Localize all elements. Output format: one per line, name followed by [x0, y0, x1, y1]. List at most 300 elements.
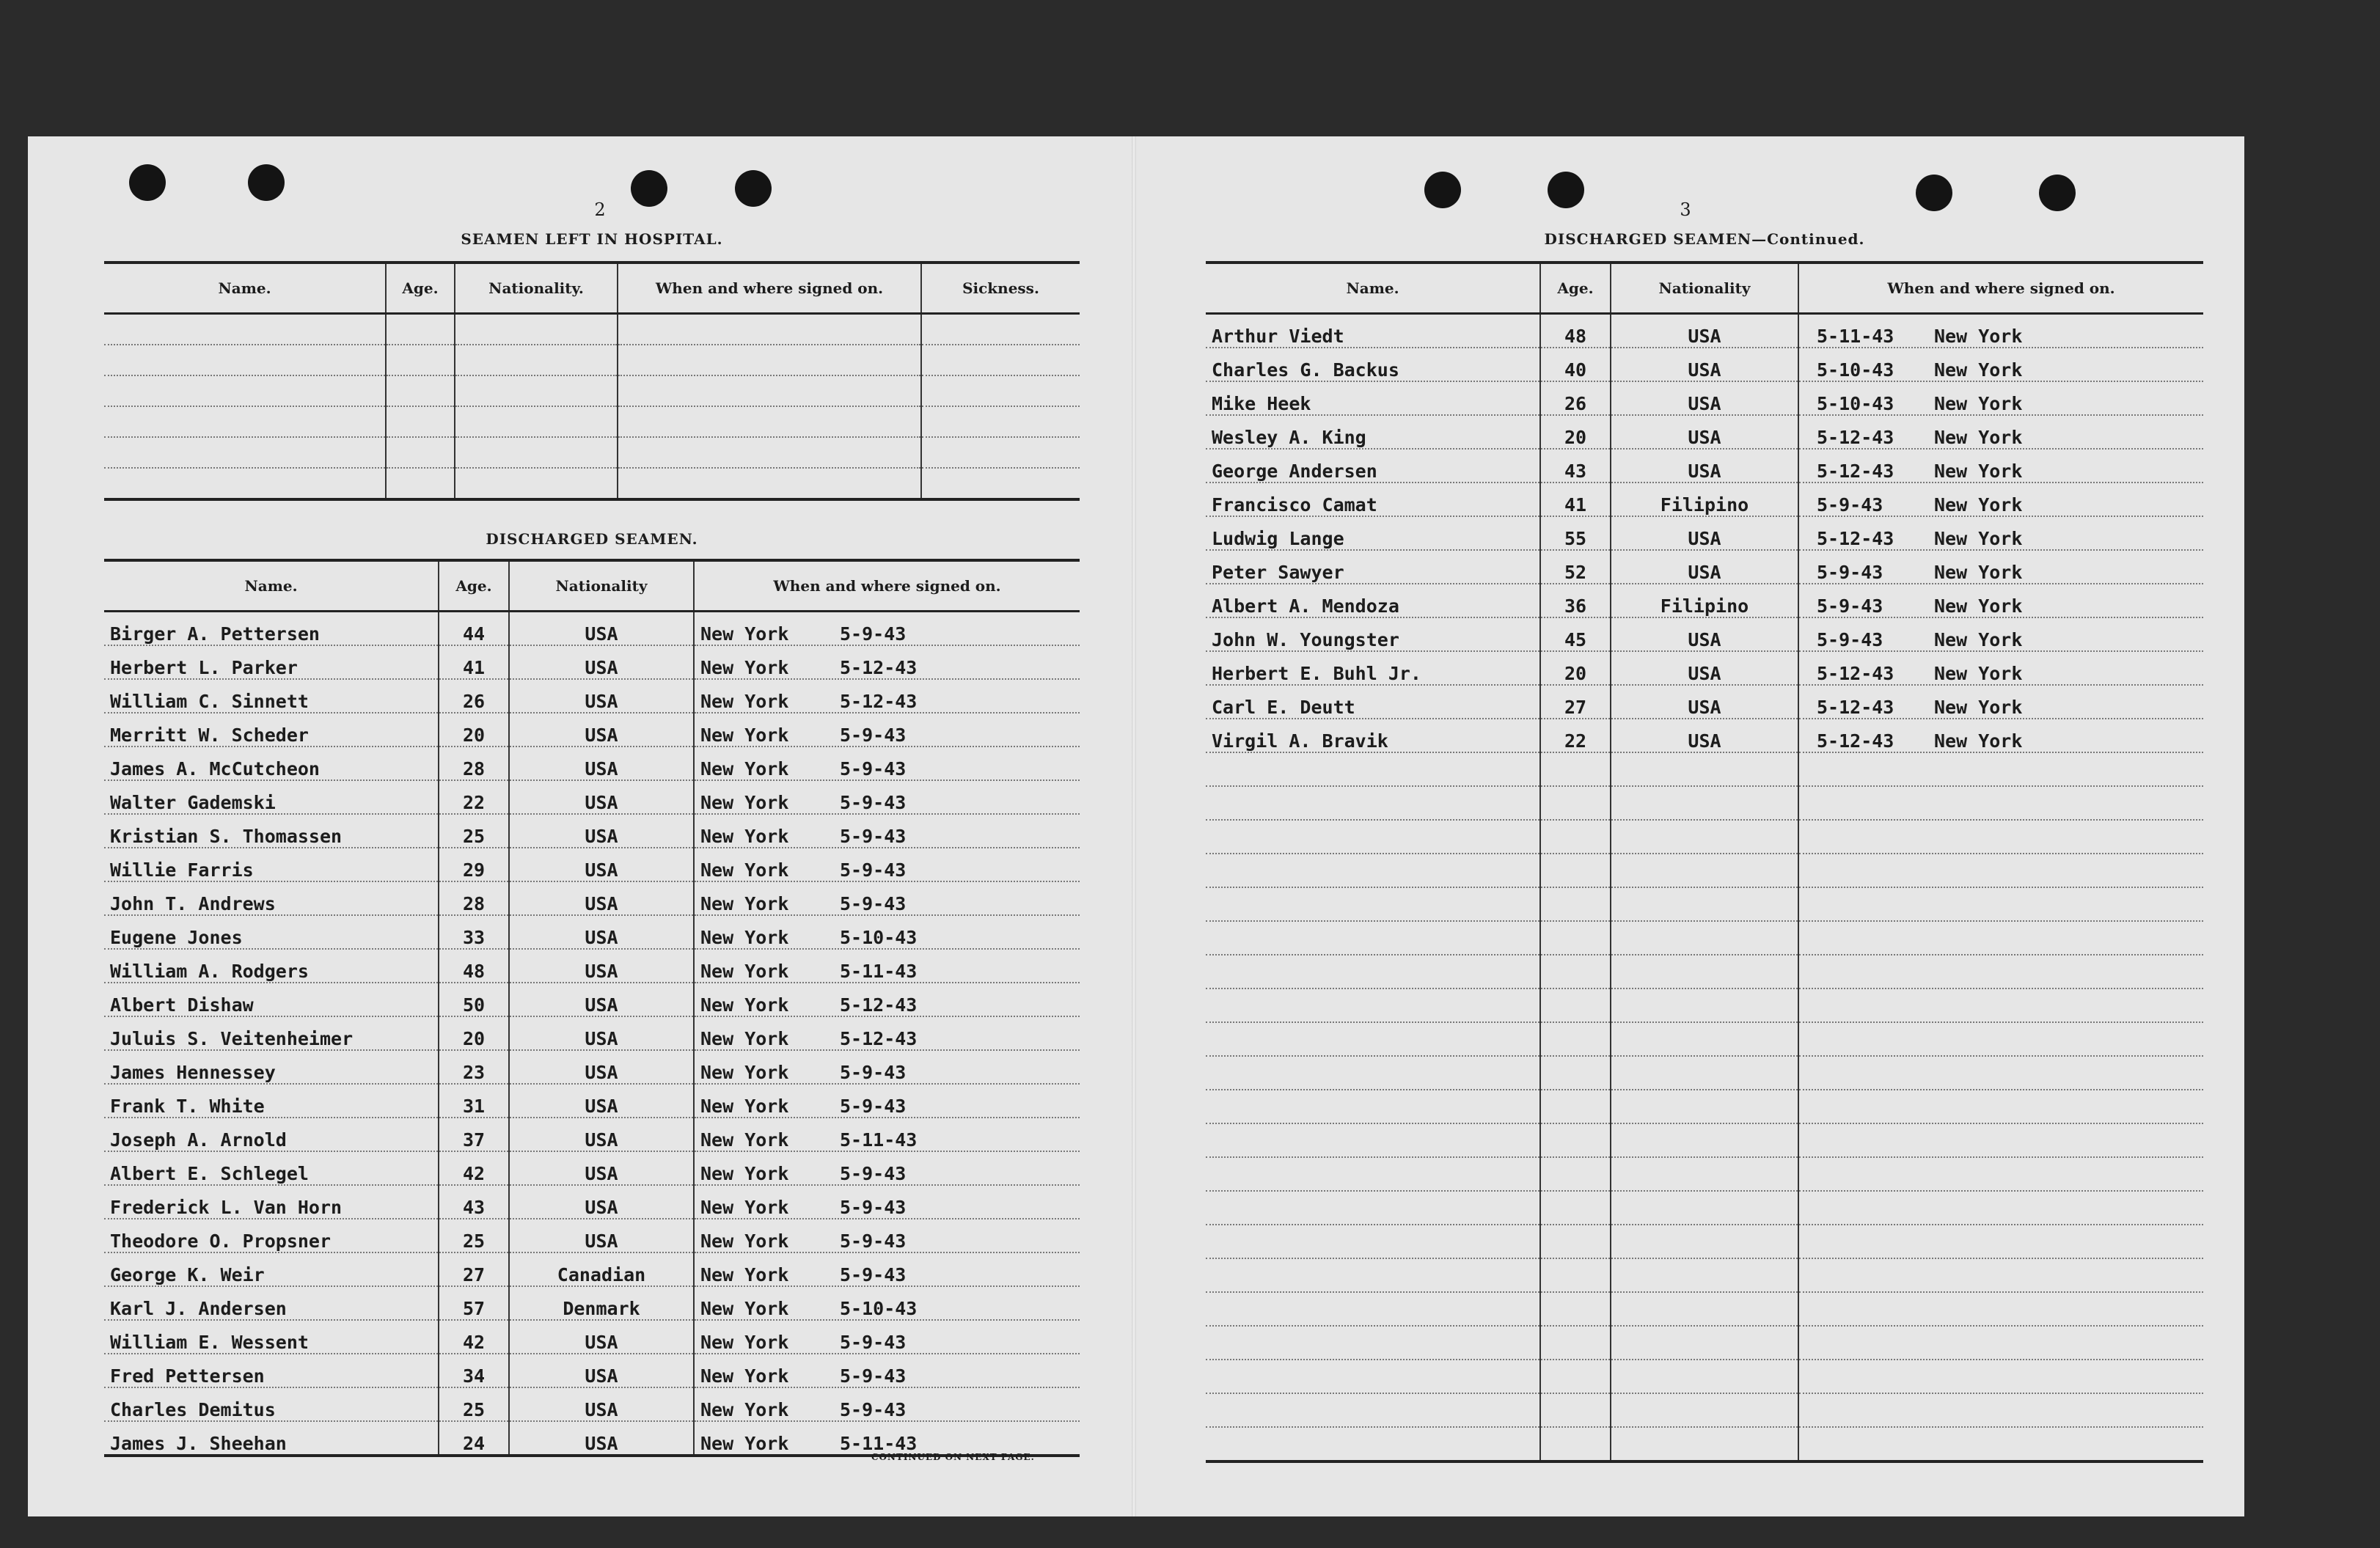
- signed-on-cell: [694, 848, 1080, 881]
- seaman-name: Albert A. Mendoza: [1206, 584, 1540, 617]
- seaman-nationality: USA: [1611, 617, 1798, 651]
- blank-cell: [1540, 1292, 1611, 1326]
- seaman-name: Karl J. Andersen: [104, 1286, 439, 1320]
- blank-cell: [1611, 921, 1798, 955]
- blank-row: [1206, 1393, 2203, 1427]
- seaman-name: Eugene Jones: [104, 915, 439, 949]
- signed-on-place: New York: [700, 1028, 789, 1049]
- blank-cell: [618, 437, 921, 468]
- signed-on-cell: [694, 747, 1080, 780]
- seaman-age: 25: [439, 814, 509, 848]
- blank-cell: [1540, 1225, 1611, 1258]
- seaman-age: 28: [439, 881, 509, 915]
- seaman-nationality: USA: [509, 949, 694, 983]
- seaman-nationality: USA: [1611, 685, 1798, 719]
- seaman-row: [104, 983, 1080, 1016]
- signed-on-cell: [694, 1016, 1080, 1050]
- blank-cell: [1540, 1090, 1611, 1123]
- seaman-name: Arthur Viedt: [1206, 314, 1540, 348]
- seaman-nationality: USA: [1611, 348, 1798, 381]
- signed-on-cell: [694, 949, 1080, 983]
- signed-on-cell: [694, 1050, 1080, 1084]
- seaman-nationality: USA: [509, 848, 694, 881]
- seaman-nationality: USA: [1611, 651, 1798, 685]
- seaman-name: William E. Wessent: [104, 1320, 439, 1354]
- seaman-name: Birger A. Pettersen: [104, 612, 439, 646]
- seaman-name: Kristian S. Thomassen: [104, 814, 439, 848]
- seaman-name: Theodore O. Propsner: [104, 1219, 439, 1252]
- blank-cell: [386, 406, 455, 437]
- blank-cell: [1540, 1022, 1611, 1056]
- seaman-nationality: Filipino: [1611, 584, 1798, 617]
- seaman-age: 28: [439, 747, 509, 780]
- signed-on-date: 5-9-43: [840, 859, 907, 881]
- seaman-nationality: USA: [509, 814, 694, 848]
- seaman-name: George Andersen: [1206, 449, 1540, 483]
- seaman-name: Peter Sawyer: [1206, 550, 1540, 584]
- blank-cell: [104, 468, 386, 499]
- seaman-row: [104, 1084, 1080, 1118]
- seaman-age: 20: [439, 1016, 509, 1050]
- signed-on-place: New York: [700, 859, 789, 881]
- blank-cell: [1611, 1157, 1798, 1191]
- seaman-row: [104, 915, 1080, 949]
- seaman-nationality: USA: [509, 983, 694, 1016]
- signed-on-cell: [1798, 314, 2203, 348]
- blank-cell: [1798, 1225, 2203, 1258]
- blank-cell: [1798, 1191, 2203, 1225]
- punch-hole: [1548, 172, 1584, 208]
- column-header: Sickness.: [921, 263, 1080, 314]
- signed-on-date: 5-12-43: [840, 1028, 918, 1049]
- seaman-name: Merritt W. Scheder: [104, 713, 439, 747]
- signed-on-cell: [1798, 516, 2203, 550]
- blank-cell: [1611, 854, 1798, 887]
- seaman-age: 45: [1540, 617, 1611, 651]
- blank-row: [104, 375, 1080, 406]
- seaman-name: Walter Gademski: [104, 780, 439, 814]
- signed-on-date: 5-9-43: [840, 1365, 907, 1387]
- blank-row: [1206, 1292, 2203, 1326]
- seaman-age: 52: [1540, 550, 1611, 584]
- signed-on-date: 5-11-43: [840, 961, 918, 982]
- blank-cell: [1206, 1157, 1540, 1191]
- blank-cell: [386, 468, 455, 499]
- seaman-age: 43: [439, 1185, 509, 1219]
- seaman-nationality: USA: [509, 1320, 694, 1354]
- blank-row: [1206, 1258, 2203, 1292]
- signed-on-date: 5-11-43: [840, 1433, 918, 1454]
- signed-on-place: New York: [700, 1230, 789, 1252]
- blank-cell: [1798, 1157, 2203, 1191]
- blank-row: [1206, 1157, 2203, 1191]
- blank-cell: [618, 406, 921, 437]
- seaman-nationality: USA: [509, 1219, 694, 1252]
- seaman-age: 43: [1540, 449, 1611, 483]
- column-header: Age.: [1540, 263, 1611, 314]
- seaman-age: 48: [1540, 314, 1611, 348]
- seaman-age: 44: [439, 612, 509, 646]
- seaman-nationality: USA: [509, 1151, 694, 1185]
- blank-cell: [1798, 921, 2203, 955]
- seaman-nationality: USA: [509, 679, 694, 713]
- blank-cell: [921, 345, 1080, 375]
- seaman-nationality: USA: [509, 915, 694, 949]
- seaman-nationality: USA: [509, 780, 694, 814]
- blank-cell: [1611, 988, 1798, 1022]
- seaman-name: James A. McCutcheon: [104, 747, 439, 780]
- blank-cell: [1611, 1427, 1798, 1461]
- ledger-sheet: [28, 136, 2244, 1516]
- signed-on-place: New York: [700, 1264, 789, 1285]
- blank-cell: [1540, 1258, 1611, 1292]
- blank-cell: [1540, 955, 1611, 988]
- signed-on-date: 5-12-43: [1817, 663, 1894, 684]
- signed-on-cell: [1798, 415, 2203, 449]
- seaman-nationality: Filipino: [1611, 483, 1798, 516]
- seaman-age: 24: [439, 1421, 509, 1456]
- signed-on-place: New York: [700, 657, 789, 678]
- signed-on-date: 5-9-43: [840, 725, 907, 746]
- seaman-row: [1206, 550, 2203, 584]
- seaman-name: Willie Farris: [104, 848, 439, 881]
- seaman-row: [1206, 449, 2203, 483]
- signed-on-cell: [694, 1387, 1080, 1421]
- blank-cell: [1540, 921, 1611, 955]
- seaman-name: Joseph A. Arnold: [104, 1118, 439, 1151]
- seaman-row: [104, 679, 1080, 713]
- seaman-nationality: USA: [509, 612, 694, 646]
- seaman-nationality: USA: [1611, 415, 1798, 449]
- signed-on-date: 5-9-43: [840, 893, 907, 914]
- signed-on-place: New York: [1934, 562, 2023, 583]
- blank-cell: [1611, 1393, 1798, 1427]
- seaman-age: 27: [1540, 685, 1611, 719]
- signed-on-cell: [1798, 685, 2203, 719]
- seaman-nationality: USA: [509, 645, 694, 679]
- blank-cell: [1798, 1393, 2203, 1427]
- signed-on-date: 5-12-43: [1817, 697, 1894, 718]
- blank-cell: [386, 375, 455, 406]
- signed-on-date: 5-10-43: [840, 1298, 918, 1319]
- signed-on-cell: [694, 713, 1080, 747]
- hospital-table: [104, 261, 1080, 501]
- seaman-name: William A. Rodgers: [104, 949, 439, 983]
- signed-on-place: New York: [1934, 663, 2023, 684]
- signed-on-date: 5-9-43: [840, 792, 907, 813]
- seaman-age: 48: [439, 949, 509, 983]
- blank-row: [1206, 786, 2203, 820]
- blank-row: [1206, 1191, 2203, 1225]
- blank-cell: [1206, 921, 1540, 955]
- seaman-age: 29: [439, 848, 509, 881]
- seaman-name: Charles Demitus: [104, 1387, 439, 1421]
- seaman-name: Virgil A. Bravik: [1206, 719, 1540, 752]
- blank-cell: [1540, 752, 1611, 786]
- blank-cell: [104, 406, 386, 437]
- seaman-nationality: USA: [509, 1185, 694, 1219]
- blank-cell: [386, 314, 455, 345]
- column-header: Name.: [1206, 263, 1540, 314]
- seaman-age: 22: [439, 780, 509, 814]
- seaman-age: 55: [1540, 516, 1611, 550]
- blank-cell: [455, 437, 618, 468]
- signed-on-place: New York: [700, 1433, 789, 1454]
- seaman-age: 57: [439, 1286, 509, 1320]
- signed-on-cell: [1798, 449, 2203, 483]
- blank-cell: [921, 437, 1080, 468]
- signed-on-place: New York: [700, 961, 789, 982]
- signed-on-date: 5-11-43: [1817, 326, 1894, 347]
- blank-cell: [1540, 786, 1611, 820]
- seaman-row: [104, 645, 1080, 679]
- blank-cell: [1540, 1191, 1611, 1225]
- signed-on-date: 5-12-43: [1817, 528, 1894, 549]
- blank-row: [104, 314, 1080, 345]
- blank-cell: [1540, 1360, 1611, 1393]
- column-header: Name.: [104, 263, 386, 314]
- signed-on-place: New York: [700, 1096, 789, 1117]
- seaman-row: [104, 1050, 1080, 1084]
- continued-title: DISCHARGED SEAMEN—Continued.: [1544, 230, 1865, 248]
- seaman-name: Francisco Camat: [1206, 483, 1540, 516]
- blank-cell: [1206, 1360, 1540, 1393]
- blank-cell: [1206, 1225, 1540, 1258]
- seaman-nationality: USA: [509, 881, 694, 915]
- signed-on-date: 5-12-43: [1817, 461, 1894, 482]
- seaman-row: [104, 881, 1080, 915]
- signed-on-place: New York: [700, 1399, 789, 1420]
- blank-cell: [1206, 1022, 1540, 1056]
- seaman-name: Albert Dishaw: [104, 983, 439, 1016]
- column-header: When and where signed on.: [618, 263, 921, 314]
- blank-cell: [1206, 1090, 1540, 1123]
- signed-on-date: 5-12-43: [840, 691, 918, 712]
- blank-row: [1206, 988, 2203, 1022]
- blank-cell: [618, 314, 921, 345]
- seaman-row: [104, 1118, 1080, 1151]
- signed-on-cell: [694, 780, 1080, 814]
- blank-cell: [1206, 1056, 1540, 1090]
- signed-on-date: 5-12-43: [1817, 427, 1894, 448]
- signed-on-place: New York: [1934, 697, 2023, 718]
- blank-cell: [1540, 1427, 1611, 1461]
- blank-cell: [1206, 1258, 1540, 1292]
- seaman-name: John T. Andrews: [104, 881, 439, 915]
- blank-cell: [1206, 752, 1540, 786]
- signed-on-date: 5-9-43: [840, 1332, 907, 1353]
- signed-on-date: 5-12-43: [1817, 730, 1894, 752]
- signed-on-cell: [1798, 719, 2203, 752]
- column-header: Age.: [386, 263, 455, 314]
- blank-cell: [1798, 752, 2203, 786]
- blank-cell: [1540, 1056, 1611, 1090]
- seaman-row: [104, 780, 1080, 814]
- signed-on-place: New York: [700, 893, 789, 914]
- blank-cell: [104, 314, 386, 345]
- seaman-row: [104, 713, 1080, 747]
- seaman-nationality: USA: [1611, 381, 1798, 415]
- signed-on-date: 5-10-43: [1817, 393, 1894, 414]
- signed-on-cell: [1798, 483, 2203, 516]
- blank-cell: [455, 345, 618, 375]
- column-header: Nationality: [509, 560, 694, 612]
- blank-row: [1206, 1090, 2203, 1123]
- signed-on-date: 5-10-43: [840, 927, 918, 948]
- seaman-row: [1206, 516, 2203, 550]
- blank-row: [1206, 752, 2203, 786]
- blank-cell: [1798, 1056, 2203, 1090]
- blank-cell: [921, 375, 1080, 406]
- blank-row: [1206, 820, 2203, 854]
- blank-cell: [104, 345, 386, 375]
- blank-cell: [1798, 1326, 2203, 1360]
- seaman-row: [104, 814, 1080, 848]
- blank-row: [104, 437, 1080, 468]
- punch-hole: [129, 164, 166, 201]
- signed-on-cell: [694, 1320, 1080, 1354]
- blank-cell: [1611, 887, 1798, 921]
- signed-on-place: New York: [1934, 359, 2023, 381]
- seaman-nationality: Denmark: [509, 1286, 694, 1320]
- seaman-age: 27: [439, 1252, 509, 1286]
- page-number-left: 2: [594, 199, 606, 220]
- hospital-title: SEAMEN LEFT IN HOSPITAL.: [461, 230, 723, 248]
- blank-cell: [1611, 1326, 1798, 1360]
- blank-cell: [1798, 1292, 2203, 1326]
- blank-cell: [1798, 1427, 2203, 1461]
- seaman-row: [104, 1185, 1080, 1219]
- blank-cell: [104, 437, 386, 468]
- blank-cell: [1540, 988, 1611, 1022]
- seaman-row: [1206, 584, 2203, 617]
- continued-table: [1206, 261, 2203, 1463]
- signed-on-cell: [694, 645, 1080, 679]
- seaman-age: 26: [1540, 381, 1611, 415]
- blank-cell: [1540, 1393, 1611, 1427]
- blank-row: [1206, 1056, 2203, 1090]
- signed-on-cell: [694, 1084, 1080, 1118]
- column-header: Age.: [439, 560, 509, 612]
- seaman-age: 20: [1540, 651, 1611, 685]
- seaman-name: Carl E. Deutt: [1206, 685, 1540, 719]
- signed-on-date: 5-10-43: [1817, 359, 1894, 381]
- signed-on-date: 5-9-43: [1817, 494, 1883, 516]
- signed-on-place: New York: [700, 1332, 789, 1353]
- blank-row: [1206, 887, 2203, 921]
- blank-cell: [1611, 820, 1798, 854]
- signed-on-place: New York: [1934, 629, 2023, 650]
- seaman-row: [104, 612, 1080, 646]
- seaman-row: [104, 1219, 1080, 1252]
- signed-on-cell: [1798, 584, 2203, 617]
- signed-on-place: New York: [1934, 326, 2023, 347]
- seaman-age: 41: [1540, 483, 1611, 516]
- seaman-age: 31: [439, 1084, 509, 1118]
- seaman-nationality: USA: [509, 747, 694, 780]
- blank-cell: [1540, 1123, 1611, 1157]
- signed-on-place: New York: [700, 1197, 789, 1218]
- seaman-age: 23: [439, 1050, 509, 1084]
- blank-cell: [1540, 1326, 1611, 1360]
- signed-on-cell: [694, 1252, 1080, 1286]
- blank-cell: [1206, 820, 1540, 854]
- column-header: Nationality: [1611, 263, 1798, 314]
- seaman-name: Ludwig Lange: [1206, 516, 1540, 550]
- blank-row: [104, 406, 1080, 437]
- blank-cell: [1798, 1022, 2203, 1056]
- signed-on-cell: [694, 1354, 1080, 1387]
- seaman-row: [104, 848, 1080, 881]
- blank-row: [1206, 1022, 2203, 1056]
- seaman-name: Herbert L. Parker: [104, 645, 439, 679]
- column-header: Nationality.: [455, 263, 618, 314]
- seaman-name: George K. Weir: [104, 1252, 439, 1286]
- signed-on-cell: [694, 1421, 1080, 1456]
- blank-cell: [1798, 1123, 2203, 1157]
- punch-hole: [1424, 172, 1461, 208]
- signed-on-cell: [694, 983, 1080, 1016]
- signed-on-cell: [694, 1286, 1080, 1320]
- signed-on-cell: [694, 881, 1080, 915]
- blank-cell: [386, 437, 455, 468]
- seaman-age: 41: [439, 645, 509, 679]
- signed-on-cell: [1798, 348, 2203, 381]
- blank-cell: [1611, 1056, 1798, 1090]
- blank-cell: [921, 314, 1080, 345]
- blank-cell: [618, 375, 921, 406]
- blank-cell: [1206, 1393, 1540, 1427]
- seaman-name: Herbert E. Buhl Jr.: [1206, 651, 1540, 685]
- signed-on-date: 5-9-43: [840, 1062, 907, 1083]
- signed-on-date: 5-9-43: [840, 1163, 907, 1184]
- page-fold: [1132, 136, 1136, 1516]
- blank-cell: [455, 406, 618, 437]
- signed-on-cell: [1798, 651, 2203, 685]
- blank-row: [1206, 1326, 2203, 1360]
- blank-row: [1206, 955, 2203, 988]
- seaman-name: Albert E. Schlegel: [104, 1151, 439, 1185]
- punch-hole: [735, 170, 772, 207]
- seaman-name: Fred Pettersen: [104, 1354, 439, 1387]
- signed-on-place: New York: [700, 792, 789, 813]
- seaman-row: [104, 949, 1080, 983]
- blank-cell: [455, 375, 618, 406]
- blank-cell: [1798, 820, 2203, 854]
- blank-row: [1206, 1427, 2203, 1461]
- blank-row: [1206, 1360, 2203, 1393]
- blank-cell: [1206, 1123, 1540, 1157]
- seaman-nationality: USA: [509, 1084, 694, 1118]
- seaman-nationality: USA: [1611, 516, 1798, 550]
- seaman-name: Mike Heek: [1206, 381, 1540, 415]
- seaman-nationality: USA: [1611, 550, 1798, 584]
- blank-cell: [1206, 988, 1540, 1022]
- blank-cell: [1611, 752, 1798, 786]
- signed-on-place: New York: [700, 1062, 789, 1083]
- blank-cell: [1206, 1326, 1540, 1360]
- seaman-name: Juluis S. Veitenheimer: [104, 1016, 439, 1050]
- signed-on-place: New York: [1934, 595, 2023, 617]
- blank-cell: [1798, 887, 2203, 921]
- signed-on-place: New York: [700, 1129, 789, 1151]
- seaman-name: Frederick L. Van Horn: [104, 1185, 439, 1219]
- blank-cell: [1798, 955, 2203, 988]
- seaman-row: [104, 747, 1080, 780]
- signed-on-place: New York: [700, 725, 789, 746]
- seaman-nationality: USA: [509, 713, 694, 747]
- page-number-right: 3: [1680, 199, 1691, 220]
